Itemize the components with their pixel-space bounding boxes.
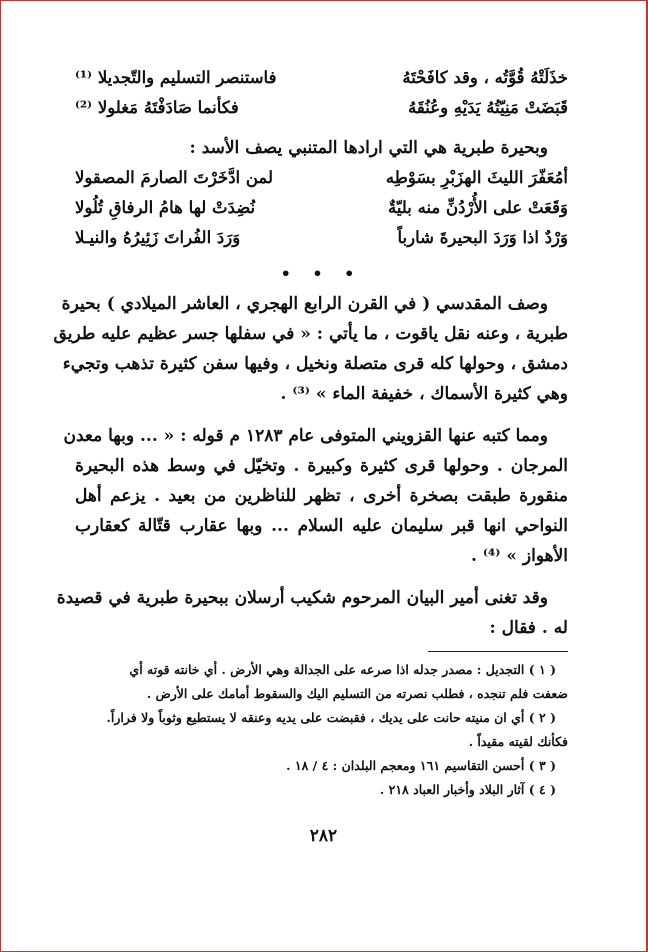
verse-hemistich-left: وَرَدَ الفُراتَ زَئِيرُهُ والنيـلا <box>75 228 241 247</box>
verse-hemistich-right: خذَلَتْهُ قُوَّتُه ، وقد كافَحْتَهُ <box>402 68 568 87</box>
verse-hemistich-right: وَرْدٌ اذا وَرَدَ البحيرةَ شارباً <box>397 228 568 247</box>
verse-line <box>75 93 568 123</box>
footnote-line: ( ٣ ) أحسن التقاسيم ١٦١ ومعجم البلدان : ٤ / ١٨ . <box>286 758 556 773</box>
paragraph-line: وهي كثيرة الأسماك ، خفيفة الماء » ⁽³⁾ . <box>280 384 568 404</box>
verse-hemistich-left: فاستنصر التسليم والتّجديلا ⁽¹⁾ <box>75 68 277 87</box>
footnote-line: ( ٤ ) آثار البلاد وأخبار العباد ٢١٨ . <box>379 782 556 797</box>
verse-hemistich-left: نُضِدَتْ لها هامُ الرفاقِ تُلُولا <box>75 198 256 217</box>
footnote-line: ( ١ ) التجديل : مصدر جدله اذا صرعه على الجدالة وهي الأرض . أي خانته قوته أي <box>129 662 556 677</box>
footnote-line: ( ٢ ) أي ان منيته حانت على يديك ، فقبضت على يديه وعنقه لا يستطيع وثوباً ولا فراراً. <box>106 710 556 725</box>
paragraph-muqaddasi <box>53 289 568 409</box>
verse-hemistich-left: فكأنما صَادَفْتَهُ مَغلولا ⁽²⁾ <box>75 98 239 117</box>
paragraph-line: دمشق ، وحولها كله قرى متصلة ونخيل ، وفيها سفن كثيرة تذهب وتجيء <box>62 354 568 374</box>
verse-hemistich-right: أمُعَفّرَ الليثَ الهزَبْرِ بسَوْطِه <box>385 168 568 187</box>
paragraph-line: النواحي انها قبر سليمان عليه السلام ... وبها عقارب قتّالة كعقارب <box>75 516 568 536</box>
paragraph-line: وصف المقدسي ( في القرن الرابع الهجري ، العاشر الميلادي ) بحيرة <box>61 294 548 314</box>
page-content <box>53 63 568 802</box>
verse-line <box>75 193 568 223</box>
footnotes <box>75 658 568 802</box>
footnote-line: ضعفت فلم تنجده ، فطلب نصرته من التسليم اليك والسقوط أمامك على الأرض . <box>146 686 568 701</box>
verse-hemistich-right: قَبَضَتْ مَنِيّتُهُ يَدَيْهِ وعُنُقَهُ <box>408 98 568 117</box>
footnote-line: فكأنك لقيته مقيداً . <box>468 734 568 749</box>
paragraph-line: طبرية ، وعنه نقل ياقوت ، ما يأتي : « في سفلها جسر عظيم عليه طريق <box>53 324 568 344</box>
verse-hemistich-right: وَقَعَتْ على الأُرْدُنِّ منه بليّةٌ <box>387 198 568 217</box>
verse-line <box>75 223 568 253</box>
paragraph-line: المرجان . وحولها قرى كثيرة وكبيرة . وتخيّل في وسط هذه البحيرة <box>75 456 568 476</box>
page-number: ٢٨٢ <box>309 826 338 846</box>
paragraph-line: الأهواز » ⁽⁴⁾ . <box>471 546 568 566</box>
poem-intro: وبحيرة طبرية هي التي ارادها المتنبي يصف الأسد : <box>189 138 548 158</box>
paragraph-line: وقد تغنى أمير البيان المرحوم شكيب أرسلان ببحيرة طبرية في قصيدة <box>56 588 548 608</box>
paragraph-qazwini <box>63 421 568 571</box>
paragraph-line: منقورة طبقت بصخرة أخرى ، تظهر للناظرين من بعيد . يزعم أهل <box>75 486 568 506</box>
footnote-divider <box>428 651 568 652</box>
section-separator: • • • <box>280 264 363 283</box>
verse-line <box>75 63 568 93</box>
verse-line <box>75 163 568 193</box>
paragraph-line: له . فقال : <box>489 618 568 638</box>
paragraph-line: ومما كتبه عنها القزويني المتوفى عام ١٢٨٣ م قوله : « ... وبها معدن <box>63 426 548 446</box>
paragraph-arslan <box>56 583 568 643</box>
verse-hemistich-left: لمن ادَّخَرْتَ الصارمَ المصقولا <box>75 168 273 187</box>
